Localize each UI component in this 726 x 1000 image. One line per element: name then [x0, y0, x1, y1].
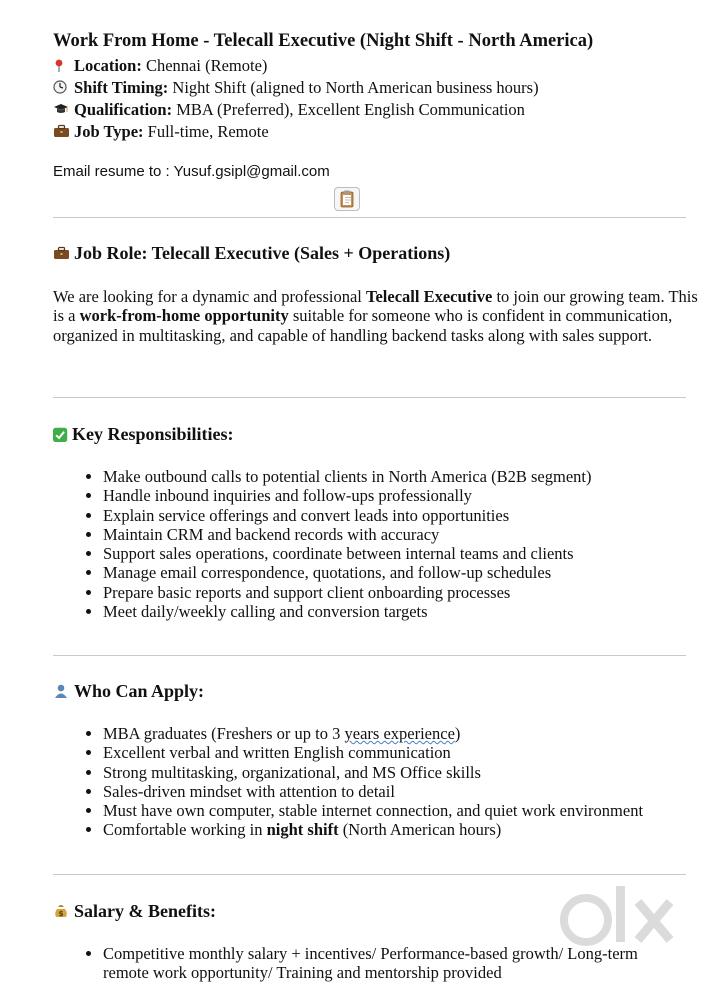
- pin-icon: [53, 58, 71, 72]
- qualification-value: MBA (Preferred), Excellent English Communication: [176, 100, 525, 119]
- list-item: • Strong multitasking, organizational, and MS Office skills: [103, 763, 703, 782]
- qualification-line: [53, 100, 525, 120]
- list-item: • Comfortable working in night shift (North American hours): [103, 820, 703, 839]
- list-item: • Maintain CRM and backend records with accuracy: [103, 525, 703, 544]
- list-item: • Explain service offerings and convert leads into opportunities: [103, 506, 703, 525]
- clipboard-icon: [335, 188, 359, 210]
- list-item: • Excellent verbal and written English communication: [103, 743, 703, 762]
- list-item: • Competitive monthly salary + incentives/ Performance-based growth/ Long-term remote work opportunity/ Training and mentorship provided: [103, 944, 663, 983]
- shift-value: Night Shift (aligned to North American business hours): [172, 78, 539, 97]
- clock-icon: [53, 80, 71, 94]
- location-label: Location:: [74, 56, 142, 75]
- shift-line: [53, 78, 539, 98]
- list-item: • Handle inbound inquiries and follow-ups professionally: [103, 486, 703, 505]
- list-item: • Must have own computer, stable internet connection, and quiet work environment: [103, 801, 703, 820]
- list-item: • MBA graduates (Freshers or up to 3 years experience): [103, 724, 703, 743]
- shift-label: Shift Timing:: [74, 78, 169, 97]
- person-icon: [53, 684, 71, 698]
- list-item: • Meet daily/weekly calling and conversion targets: [103, 602, 703, 621]
- list-item: • Support sales operations, coordinate between internal teams and clients: [103, 544, 703, 563]
- divider: [53, 217, 686, 218]
- responsibilities-heading: Key Responsibilities:: [53, 424, 234, 445]
- job-role-heading: Job Role: Telecall Executive (Sales + Operations): [53, 243, 450, 264]
- graduation-cap-icon: [53, 102, 71, 116]
- briefcase-icon: [53, 124, 71, 138]
- divider: [53, 397, 686, 398]
- responsibilities-list: [78, 467, 703, 621]
- copy-button[interactable]: [334, 187, 360, 211]
- check-mark-icon: [53, 426, 69, 442]
- jobtype-value: Full-time, Remote: [147, 122, 269, 141]
- jobtype-line: [53, 122, 269, 142]
- qualification-label: Qualification:: [74, 100, 173, 119]
- money-bag-icon: [53, 903, 71, 919]
- email-line: Email resume to : Yusuf.gsipl@gmail.com: [53, 163, 330, 180]
- briefcase-icon: [53, 246, 71, 260]
- list-item: • Make outbound calls to potential clients in North America (B2B segment): [103, 467, 703, 486]
- who-can-apply-heading: Who Can Apply:: [53, 681, 204, 702]
- salary-heading: $ Salary & Benefits:: [53, 901, 216, 922]
- svg-text:$: $: [58, 910, 64, 918]
- divider: [53, 655, 686, 656]
- who-can-apply-list: [78, 724, 703, 840]
- location-line: [53, 56, 267, 76]
- list-item: • Sales-driven mindset with attention to detail: [103, 782, 703, 801]
- list-item: • Prepare basic reports and support client onboarding processes: [103, 583, 703, 602]
- page-title: Work From Home - Telecall Executive (Night Shift - North America): [53, 31, 594, 51]
- olx-watermark-logo: [556, 878, 706, 968]
- jobtype-label: Job Type:: [74, 122, 144, 141]
- location-value: Chennai (Remote): [145, 56, 268, 75]
- job-role-description: We are looking for a dynamic and professional Telecall Executive to join our growing team. This is a work-from-home opportunity suitable for someone who is confident in communication, organized in multitasking, and capable of handling backend tasks along with sales support.: [53, 287, 698, 345]
- list-item: • Manage email correspondence, quotations, and follow-up schedules: [103, 563, 703, 582]
- divider: [53, 874, 686, 875]
